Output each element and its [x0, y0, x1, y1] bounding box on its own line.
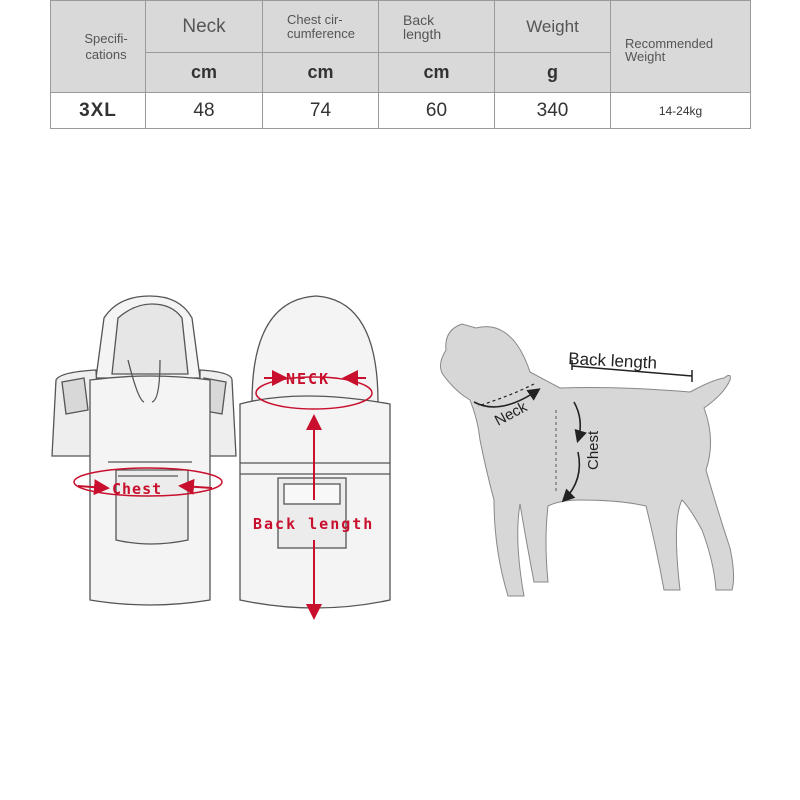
neck-label: NECK — [286, 370, 331, 388]
back-length-header-label: Back length — [403, 11, 442, 42]
specifications-label: Specifi- cations — [84, 30, 128, 62]
neck-header: Neck — [146, 1, 263, 53]
unit-chest: cm — [263, 53, 379, 93]
dog-illustration — [440, 324, 733, 596]
unit-back: cm — [379, 53, 495, 93]
size-cell: 3XL — [51, 93, 146, 129]
dog-neck-label: Neck — [491, 398, 531, 430]
dog-chest-label: Chest — [585, 430, 602, 470]
unit-neck: cm — [146, 53, 263, 93]
recommended-cell: 14-24kg — [611, 93, 751, 129]
chest-header-label: Chest cir- cumference — [287, 11, 355, 41]
neck-cell: 48 — [146, 93, 263, 129]
unit-weight: g — [495, 53, 611, 93]
weight-cell: 340 — [495, 93, 611, 129]
raincoat-front-illustration — [52, 296, 236, 605]
chest-cell: 74 — [263, 93, 379, 129]
chest-label: Chest — [112, 480, 163, 498]
back-cell: 60 — [379, 93, 495, 129]
weight-header: Weight — [495, 1, 611, 53]
back-length-label: Back length — [253, 515, 375, 533]
dog-back-length-label: Back length — [567, 349, 658, 373]
recommended-weight-label: Recommended Weight — [625, 35, 714, 64]
